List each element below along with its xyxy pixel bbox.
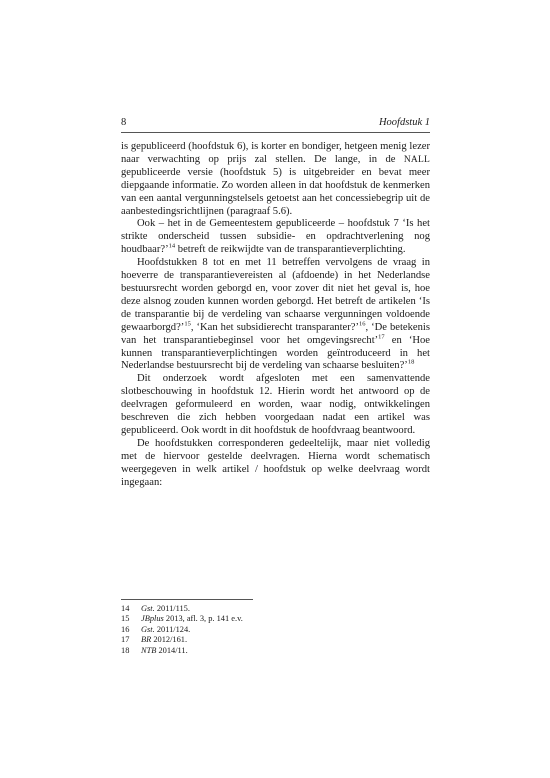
- journal-abbrev: NALL: [403, 154, 430, 165]
- footnote-rule: [121, 599, 253, 600]
- footnote-source: Gst.: [141, 624, 155, 634]
- text-run: , ‘De betekenis van het transparantiebeginsel voor het omgevingsrecht’: [121, 321, 430, 346]
- footnote-number: 17: [121, 635, 130, 645]
- text-run: betreft de reikwijdte van de transparantieverplichting.: [175, 244, 406, 256]
- paragraph-1: [121, 141, 430, 218]
- footnote-source: JBplus: [141, 614, 164, 624]
- footnote-source: NTB: [141, 645, 157, 655]
- footnote-text: 2012/161.: [151, 635, 188, 645]
- header-rule: [121, 132, 430, 133]
- footnote-number: 14: [121, 604, 130, 613]
- footnote-ref[interactable]: 16: [358, 320, 366, 328]
- footnote-18: [121, 646, 430, 656]
- paragraph-3: [121, 257, 430, 373]
- footnote-source: Gst.: [141, 604, 155, 613]
- paragraph-5: De hoofdstukken corresponderen gedeeltelijk, maar niet volledig met de hiervoor gestelde deelvragen. Hierna wordt schematisch weergegeven in welk artikel / hoofdstuk op welke deelvraag wordt ingegaan:: [121, 437, 430, 488]
- text-run: gepubliceerde versie (hoofdstuk 5) is uitgebreider en bevat meer diepgaande informatie. Zo worden alleen in dat hoofdstuk de kenmerken van een aantal vergunningstelsels getoetst aan het concessiebegrip uit de aanbestedingsrichtlijnen (paragraaf 5.6).: [121, 166, 430, 217]
- footnote-number: 18: [121, 645, 130, 655]
- text-run: Hoofdstukken 8 tot en met 11 betreffen vervolgens de vraag in hoeverre de transparantievereisten al (afdoende) in het Nederlandse bestuursrecht worden geborgd en, voor zover dit niet het geval is, hoe deze alsnog zouden kunnen worden geborgd. Het betreft de artikelen ‘Is de transparantie bij de verdeling van schaarse vergunningen voldoende gewaarborgd?’: [121, 257, 430, 333]
- footnote-text: 2011/124.: [154, 624, 191, 634]
- footnote-text: 2013, afl. 3, p. 141 e.v.: [163, 614, 243, 624]
- text-run: en ‘Hoe kunnen transparantieverplichtingen worden geïntroduceerd in het Nederlandse bestuursrecht bij de verdeling van schaarse besluiten?’: [121, 334, 430, 372]
- footnote-number: 15: [121, 614, 130, 624]
- footnote-source: BR: [141, 635, 152, 645]
- text-run: , ‘Kan het subsidierecht transparanter?’: [190, 321, 359, 333]
- paragraph-2: [121, 218, 430, 257]
- footnote-ref[interactable]: 18: [407, 358, 415, 366]
- footnote-text: 2014/11.: [156, 645, 188, 655]
- text-run: Ook – het in de Gemeentestem gepubliceerde – hoofdstuk 7 ‘Is het strikte onderscheid tussen subsidie- en opdrachtverlening nog houdbaar?’: [121, 218, 430, 256]
- footnote-text: 2011/115.: [154, 604, 190, 613]
- footnotes: [121, 604, 430, 656]
- footnote-ref[interactable]: 15: [184, 320, 191, 328]
- footnote-14: [121, 604, 430, 614]
- paragraph-4: Dit onderzoek wordt afgesloten met een samenvattende slotbeschouwing in hoofdstuk 12. Hierin wordt het antwoord op de deelvragen geformuleerd en worden, waar nodig, ontwikkelingen beschreven die zich hebben voorgedaan nadat een artikel was gepubliceerd. Ook wordt in dit hoofdstuk de hoofdvraag beantwoord.: [121, 373, 430, 436]
- footnote-ref[interactable]: 17: [378, 333, 385, 341]
- footnote-16: [121, 625, 430, 635]
- footnote-17: [121, 635, 430, 645]
- text-run: is gepubliceerd (hoofdstuk 6), is korter en bondiger, hetgeen menig lezer naar verwachting op prijs zal stellen. De lange, in de: [121, 141, 430, 165]
- body-text: [121, 141, 430, 489]
- footnote-ref[interactable]: 14: [168, 242, 176, 250]
- footnote-15: [121, 614, 430, 624]
- page-number: 8: [121, 117, 127, 128]
- running-head: Hoofdstuk 1: [378, 117, 430, 128]
- footnote-number: 16: [121, 624, 130, 634]
